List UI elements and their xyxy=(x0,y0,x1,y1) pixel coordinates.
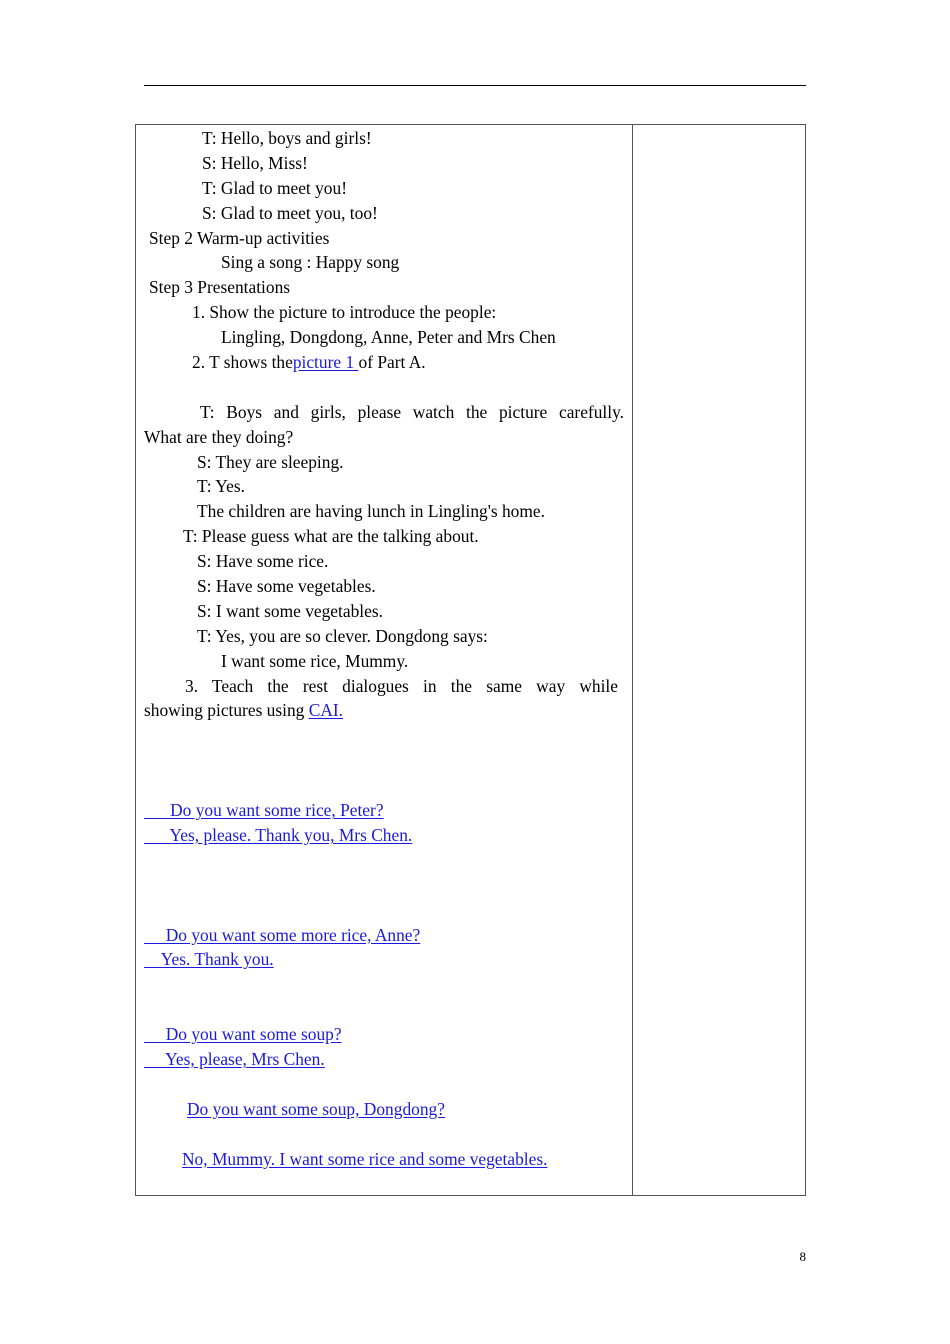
dialogue-line: T: Please guess what are the talking about. xyxy=(183,526,479,547)
dialogue-line: T: Yes. xyxy=(197,476,245,497)
dialogue-link-line xyxy=(144,798,624,823)
dialogue-link[interactable]: Do you want some rice, Peter? xyxy=(144,800,384,821)
dialogue-link[interactable]: Do you want some soup? xyxy=(144,1024,342,1045)
notes-cell xyxy=(633,125,806,1196)
dialogue-link-line xyxy=(144,823,624,848)
step-heading: Step 3 Presentations xyxy=(149,277,291,298)
dialogue-line: S: Have some vegetables. xyxy=(197,576,376,597)
dialogue-link-line xyxy=(144,1147,624,1172)
dialogue-link[interactable]: Yes, please. Thank you, Mrs Chen. xyxy=(144,824,413,845)
text-span: 2. T shows the xyxy=(192,352,293,373)
dialogue-link[interactable]: Yes, please, Mrs Chen. xyxy=(144,1048,325,1069)
blank-line xyxy=(144,873,624,898)
dialogue-line: What are they doing? xyxy=(144,426,294,447)
dialogue-line: T: Glad to meet you! xyxy=(202,177,347,198)
lesson-plan-table xyxy=(135,124,806,1196)
blank-line xyxy=(144,997,624,1022)
cai-link[interactable]: CAI. xyxy=(308,700,344,721)
activity-line: 1. Show the picture to introduce the people: xyxy=(192,302,497,323)
procedure-cell xyxy=(136,125,633,1196)
activity-line xyxy=(144,350,624,375)
blank-line xyxy=(144,972,624,997)
blank-line xyxy=(144,1072,624,1097)
dialogue-link[interactable]: Do you want some more rice, Anne? xyxy=(144,924,421,945)
table-row xyxy=(136,125,806,1196)
activity-line: Sing a song : Happy song xyxy=(221,252,400,273)
dialogue-line: T: Yes, you are so clever. Dongdong says: xyxy=(197,625,488,646)
blank-line xyxy=(144,773,624,798)
dialogue-link-line xyxy=(144,1097,624,1122)
dialogue-link-line xyxy=(144,1047,624,1072)
blank-line xyxy=(144,748,624,773)
blank-line xyxy=(144,723,624,748)
dialogue-link[interactable]: Do you want some soup, Dongdong? xyxy=(187,1098,445,1119)
dialogue-line: The children are having lunch in Lingling's home. xyxy=(197,501,545,522)
header-rule xyxy=(144,85,806,86)
dialogue-line: S: Have some rice. xyxy=(197,551,329,572)
dialogue-line: T: Boys and girls, please watch the picture carefully. xyxy=(200,401,624,422)
step-heading: Step 2 Warm-up activities xyxy=(149,227,330,248)
blank-line xyxy=(144,898,624,923)
activity-line xyxy=(144,698,624,723)
dialogue-line: T: Hello, boys and girls! xyxy=(202,128,372,148)
dialogue-line: I want some rice, Mummy. xyxy=(221,650,409,671)
blank-line xyxy=(144,848,624,873)
dialogue-link-line xyxy=(144,1022,624,1047)
dialogue-link-line xyxy=(144,947,624,972)
dialogue-link[interactable]: No, Mummy. I want some rice and some vegetables. xyxy=(182,1148,548,1169)
dialogue-line: S: I want some vegetables. xyxy=(197,600,383,621)
dialogue-line: S: Hello, Miss! xyxy=(202,152,308,173)
procedure-content xyxy=(136,125,632,1171)
blank-line xyxy=(144,1122,624,1147)
dialogue-line: S: They are sleeping. xyxy=(197,451,344,472)
dialogue-link-line xyxy=(144,923,624,948)
page-number: 8 xyxy=(799,1249,806,1264)
dialogue-line: S: Glad to meet you, too! xyxy=(202,202,378,223)
activity-line: 3. Teach the rest dialogues in the same way while xyxy=(185,675,618,696)
activity-line: Lingling, Dongdong, Anne, Peter and Mrs Chen xyxy=(221,327,556,348)
dialogue-link[interactable]: Yes. Thank you. xyxy=(144,949,274,970)
text-span: showing pictures using xyxy=(144,700,309,721)
text-span: of Part A. xyxy=(358,352,426,373)
blank-line xyxy=(144,375,624,400)
picture-1-link[interactable]: picture 1 xyxy=(292,352,359,373)
